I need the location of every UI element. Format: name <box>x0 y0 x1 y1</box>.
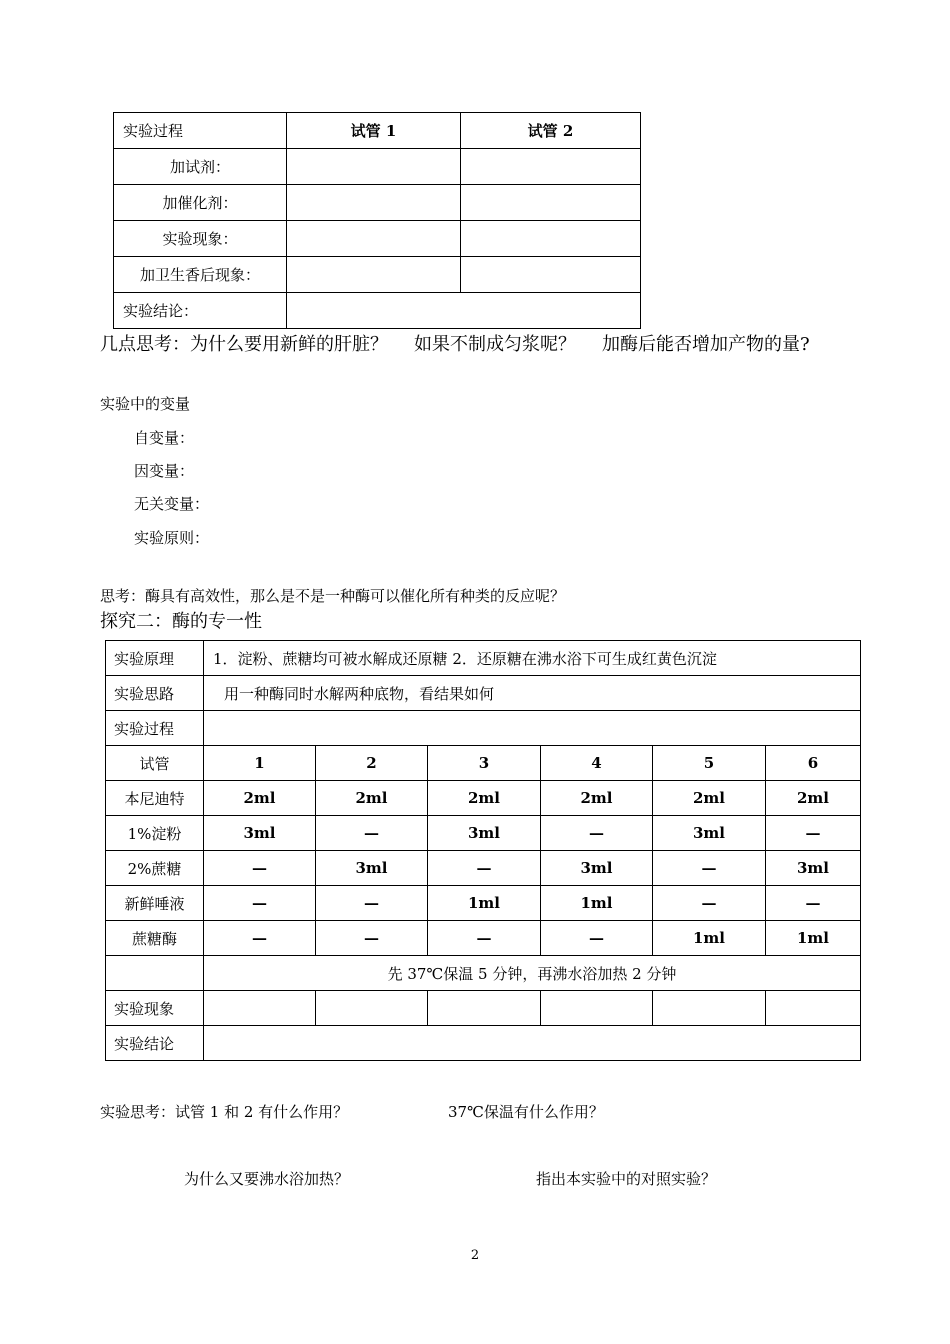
experiment-question-4: 指出本实验中的对照实验？ <box>536 1170 717 1188</box>
table-cell: — <box>653 851 766 886</box>
experiment-question-1: 实验思考：试管 1 和 2 有什么作用？ <box>100 1103 349 1121</box>
idea-text: 用一种酶同时水解两种底物，看结果如何 <box>204 676 861 711</box>
row-label: 实验结论： <box>114 293 287 329</box>
row-label: 实验原理 <box>106 641 204 676</box>
table-cell <box>204 711 861 746</box>
row-label: 加试剂： <box>114 149 287 185</box>
row-label: 蔗糖酶 <box>106 921 204 956</box>
table-cell <box>461 257 641 293</box>
question-3: 加酶后能否增加产物的量? <box>602 334 810 355</box>
variable-independent: 自变量： <box>134 429 195 447</box>
table-cell: 3ml <box>766 851 861 886</box>
table-cell: — <box>428 851 541 886</box>
row-label: 实验现象 <box>106 991 204 1026</box>
table-cell: — <box>653 886 766 921</box>
table-cell: 3ml <box>204 816 316 851</box>
table-cell <box>461 185 641 221</box>
table-cell: 2ml <box>653 781 766 816</box>
table-cell: 实验过程 <box>114 113 287 149</box>
tube-number: 5 <box>653 746 766 781</box>
table-cell <box>287 293 641 329</box>
table-row <box>114 257 641 293</box>
row-label: 本尼迪特 <box>106 781 204 816</box>
table-cell <box>287 185 461 221</box>
table-cell: 3ml <box>653 816 766 851</box>
table-header-cell: 试管 2 <box>461 113 641 149</box>
table-row <box>106 676 861 711</box>
table-cell: 2ml <box>428 781 541 816</box>
table-cell: — <box>766 886 861 921</box>
table-row <box>106 956 861 991</box>
table-cell: 1ml <box>653 921 766 956</box>
table-cell: 1ml <box>541 886 653 921</box>
table-cell <box>428 991 541 1026</box>
table-cell: — <box>204 921 316 956</box>
variables-title: 实验中的变量 <box>100 395 191 413</box>
experiment-principle: 实验原则： <box>134 529 210 547</box>
table-cell <box>653 991 766 1026</box>
table-cell: 2ml <box>204 781 316 816</box>
table-cell: — <box>204 886 316 921</box>
table-row <box>106 746 861 781</box>
table-cell <box>541 991 653 1026</box>
table-row <box>106 816 861 851</box>
table-cell <box>461 221 641 257</box>
table-cell <box>204 991 316 1026</box>
tube-number: 3 <box>428 746 541 781</box>
table-cell: — <box>316 816 428 851</box>
table-cell <box>287 149 461 185</box>
row-label: 实验结论 <box>106 1026 204 1061</box>
table-cell: 2ml <box>316 781 428 816</box>
table-row <box>106 921 861 956</box>
thinking-questions <box>100 330 810 356</box>
table-cell: — <box>766 816 861 851</box>
question-2: 如果不制成匀浆呢？ <box>414 334 576 355</box>
table-cell: — <box>428 921 541 956</box>
row-label: 实验过程 <box>106 711 204 746</box>
variable-dependent: 因变量： <box>134 462 195 480</box>
table-row <box>106 781 861 816</box>
tube-number: 6 <box>766 746 861 781</box>
table-row <box>106 711 861 746</box>
experiment-table-1 <box>113 112 641 329</box>
table-row <box>106 851 861 886</box>
table-cell: 1ml <box>766 921 861 956</box>
table-cell <box>204 1026 861 1061</box>
table-cell <box>316 991 428 1026</box>
table-cell: — <box>541 816 653 851</box>
table-row <box>114 185 641 221</box>
table-cell: 3ml <box>428 816 541 851</box>
table-cell: — <box>204 851 316 886</box>
table-cell <box>287 221 461 257</box>
table-row <box>106 1026 861 1061</box>
table-cell: 3ml <box>316 851 428 886</box>
row-label: 实验思路 <box>106 676 204 711</box>
table-row <box>106 641 861 676</box>
table-cell: — <box>316 921 428 956</box>
table-cell <box>106 956 204 991</box>
tube-number: 4 <box>541 746 653 781</box>
row-label: 新鲜唾液 <box>106 886 204 921</box>
table-cell: 2ml <box>541 781 653 816</box>
experiment-question-2: 37℃保温有什么作用？ <box>448 1103 604 1121</box>
row-label: 加卫生香后现象： <box>114 257 287 293</box>
specificity-table <box>105 640 861 1061</box>
table-cell <box>287 257 461 293</box>
row-label: 试管 <box>106 746 204 781</box>
table-cell: 1ml <box>428 886 541 921</box>
variable-irrelevant: 无关变量： <box>134 495 210 513</box>
principle-text: 1．淀粉、蔗糖均可被水解成还原糖 2．还原糖在沸水浴下可生成红黄色沉淀 <box>204 641 861 676</box>
think-question: 思考：酶具有高效性，那么是不是一种酶可以催化所有种类的反应呢？ <box>100 587 566 605</box>
table-cell: — <box>316 886 428 921</box>
table-row <box>114 113 641 149</box>
table-row <box>106 886 861 921</box>
incubation-text: 先 37℃保温 5 分钟，再沸水浴加热 2 分钟 <box>204 956 861 991</box>
table-cell <box>461 149 641 185</box>
table-row <box>106 991 861 1026</box>
experiment-question-3: 为什么又要沸水浴加热？ <box>184 1170 350 1188</box>
table-header-cell: 试管 1 <box>287 113 461 149</box>
row-label: 实验现象： <box>114 221 287 257</box>
table-cell: 2ml <box>766 781 861 816</box>
table-row <box>114 149 641 185</box>
table-cell <box>766 991 861 1026</box>
table-cell: 3ml <box>541 851 653 886</box>
table-row <box>114 293 641 329</box>
tube-number: 2 <box>316 746 428 781</box>
table-row <box>114 221 641 257</box>
row-label: 加催化剂： <box>114 185 287 221</box>
page-number: 2 <box>470 1248 480 1263</box>
section-2-title: 探究二：酶的专一性 <box>100 611 262 632</box>
tube-number: 1 <box>204 746 316 781</box>
table-cell: — <box>541 921 653 956</box>
question-1: 几点思考：为什么要用新鲜的肝脏？ <box>100 334 388 355</box>
row-label: 2%蔗糖 <box>106 851 204 886</box>
row-label: 1%淀粉 <box>106 816 204 851</box>
